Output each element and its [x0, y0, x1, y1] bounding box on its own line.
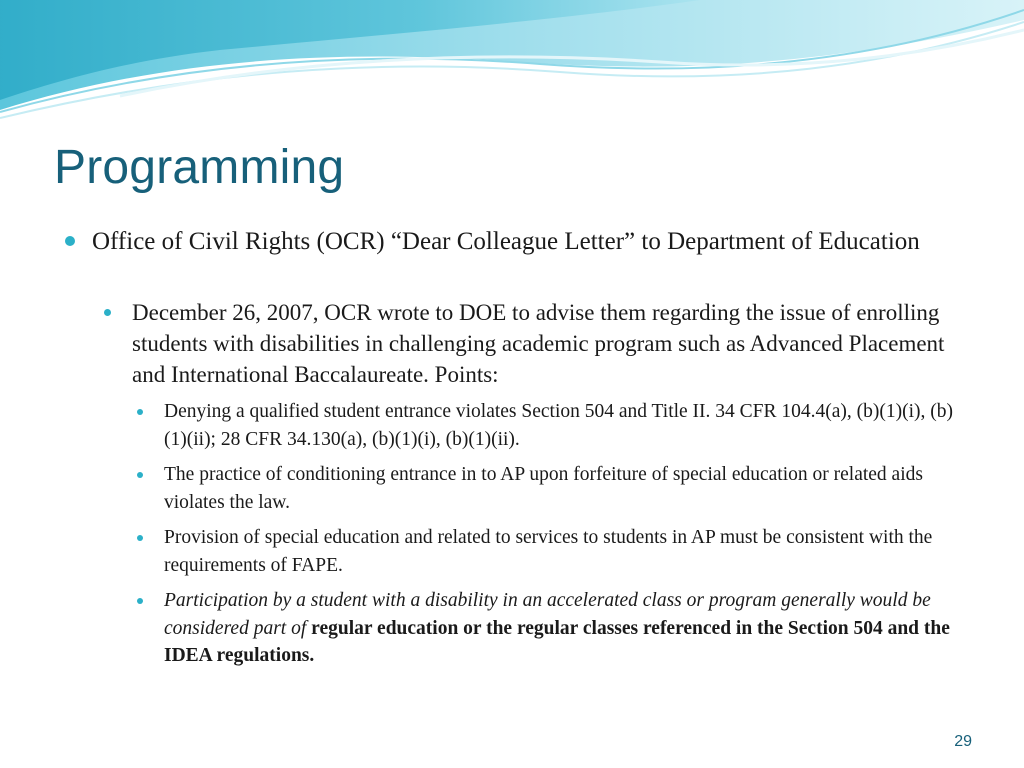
bullet-level-2: [132, 297, 962, 390]
bullet-level-1: [92, 225, 962, 259]
bullet-text: Denying a qualified student entrance violates Section 504 and Title II. 34 CFR 104.4(a), (b)(1)(i), (b)(1)(ii); 28 CFR 34.130(a), (b)(1)(i), (b)(1)(ii).: [164, 401, 954, 450]
page-number: 29: [954, 733, 972, 750]
bullet-level-3: [164, 524, 964, 579]
bullet-bold-text: regular education or the regular classes referenced in the Section 504 and the IDEA regulations.: [164, 617, 950, 666]
bullet-text: Office of Civil Rights (OCR) “Dear Colleague Letter” to Department of Education: [92, 228, 920, 255]
bullet-dot-icon: [104, 309, 111, 316]
bullet-dot-icon: [137, 535, 143, 541]
header-wave-decoration: [0, 0, 1024, 130]
bullet-italic-text: Participation by a student with a disability in an accelerated class or program generally would be considered part of: [164, 590, 931, 639]
bullet-text: Provision of special education and related to services to students in AP must be consistent with the requirements of FAPE.: [164, 527, 933, 576]
slide-title: Programming: [54, 141, 345, 194]
bullet-dot-icon: [137, 472, 143, 478]
bullet-level-3: [164, 587, 964, 670]
bullet-level-3: [164, 398, 964, 453]
bullet-text: December 26, 2007, OCR wrote to DOE to advise them regarding the issue of enrolling students with disabilities in challenging academic program such as Advanced Placement and International Baccalaureate. Points:: [132, 300, 945, 387]
bullet-level-3: [164, 461, 964, 516]
bullet-dot-icon: [137, 598, 143, 604]
bullet-dot-icon: [137, 409, 143, 415]
bullet-text: The practice of conditioning entrance in to AP upon forfeiture of special education or related aids violates the law.: [164, 464, 923, 513]
bullet-dot-icon: [65, 236, 75, 246]
